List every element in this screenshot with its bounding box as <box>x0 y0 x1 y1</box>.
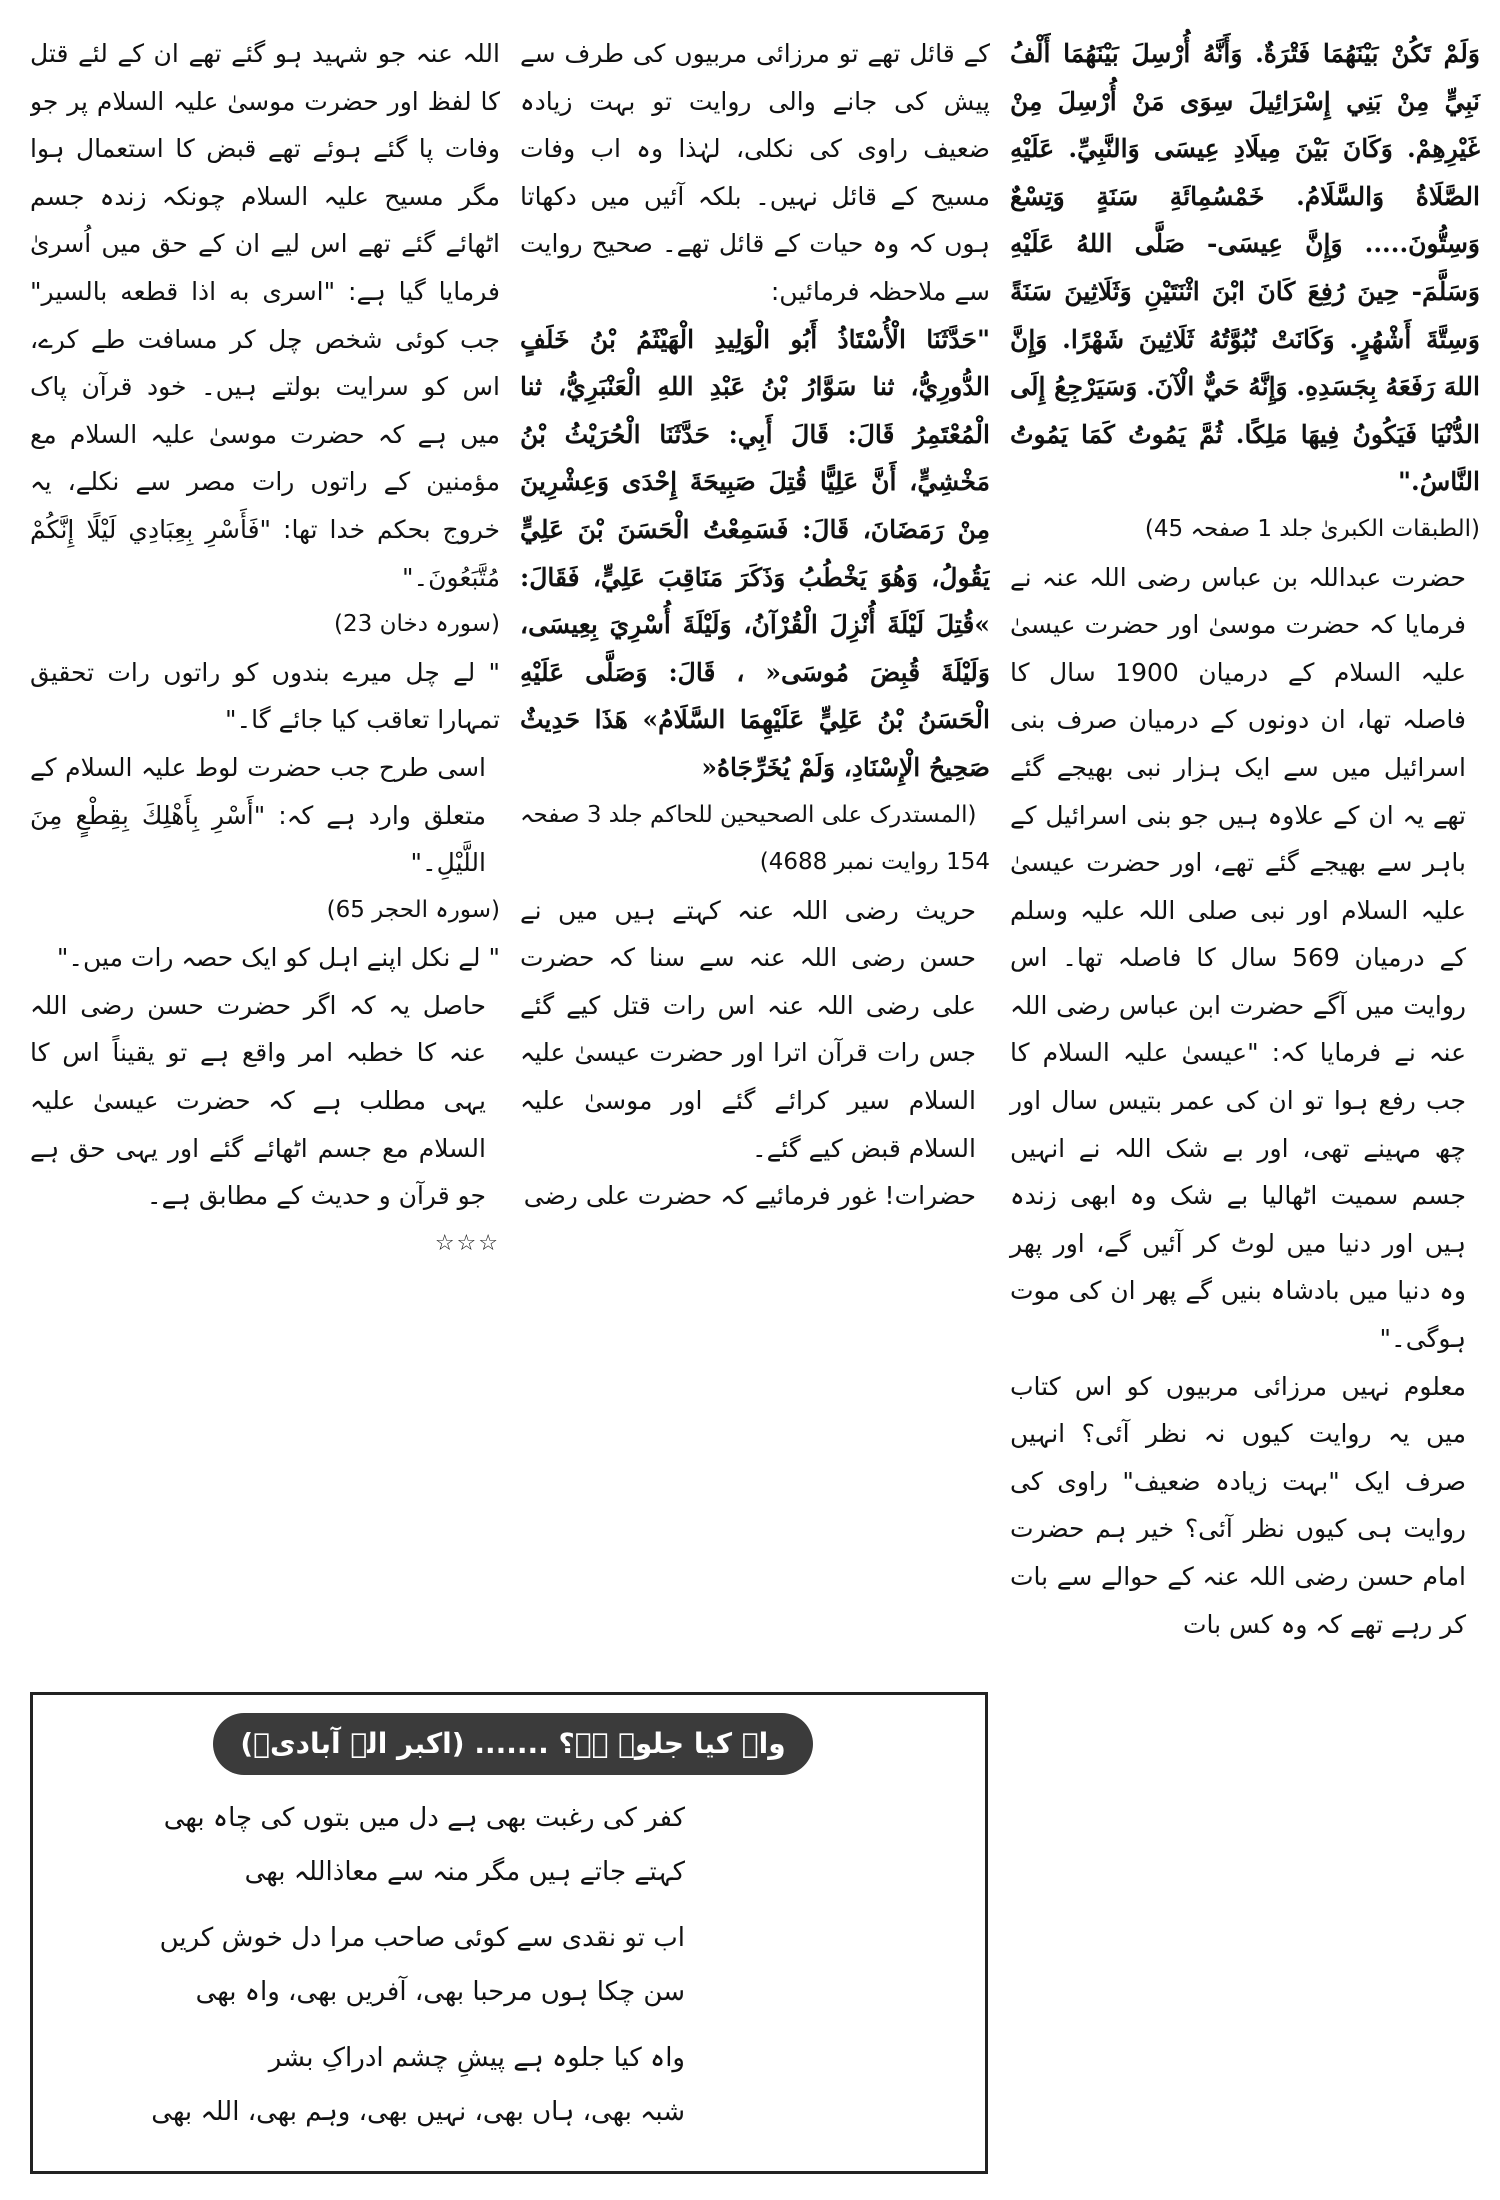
poem-title: واہ کیا جلوہ ہے؟ ....... (اکبر الہ آبادیؒ) <box>213 1713 813 1775</box>
arabic-quote-tabaqat: وَلَمْ تَكُنْ بَيْنَهُمَا فَتْرَةٌ. وَأَنَّهُ أُرْسِلَ بَيْنَهُمَا أَلْفُ نَبِيٍّ مِنْ بَنِي إِسْرَائِيلَ سِوَى مَنْ أُرْسِلَ مِنْ غَيْرِهِمْ. وَكَانَ بَيْنَ مِيلَادِ عِيسَى وَالنَّبِيِّ. عَلَيْهِ الصَّلَاةُ وَالسَّلَامُ. خَمْسُمِائَةِ سَنَةٍ وَتِسْعٌ وَسِتُّونَ..... وَإِنَّ عِيسَى- صَلَّى اللهُ عَلَيْهِ وَسَلَّمَ- حِينَ رُفِعَ كَانَ ابْنَ اثْنَتَيْنِ وَثَلَاثِينَ سَنَةً وَسِتَّةَ أَشْهُرٍ. وَكَانَتْ نُبُوَّتُهُ ثَلَاثِينَ شَهْرًا. وَإِنَّ اللهَ رَفَعَهُ بِجَسَدِهِ. وَإِنَّهُ حَيٌّ الْآنَ. وَسَيَرْجِعُ إِلَى الدُّنْيَا فَيَكُونُ فِيهَا مَلِكًا. ثُمَّ يَمُوتُ كَمَا يَمُوتُ النَّاسُ." <box>1010 39 1480 497</box>
paragraph-conclusion: حاصل یہ کہ اگر حضرت حسن رضی اللہ عنہ کا خطبہ امر واقع ہے تو یقیناً اس کا یہی مطلب ہے کہ حضرت عیسیٰ علیہ السلام مع جسم اٹھائے گئے اور یہی حق ہے جو قرآن و حدیث کے مطابق ہے۔ <box>30 990 486 1211</box>
reference-surah-dukhan: (سورہ دخان 23) <box>334 611 500 638</box>
paragraph-hazrat-ali: حضرات! غور فرمائیے کہ حضرت علی رضی <box>523 1181 976 1211</box>
poem-box <box>30 1692 988 2174</box>
article-column-right <box>1010 30 1480 1648</box>
paragraph-huraith-translation: حریث رضی اللہ عنہ کہتے ہیں میں نے حسن رضی اللہ عنہ سے سنا کہ حضرت علی رضی اللہ عنہ اس رات قتل کیے گئے جس رات قرآن اترا اور حضرت عیسیٰ علیہ السلام سیر کرائے گئے اور موسیٰ علیہ السلام قبض کیے گئے۔ <box>520 895 976 1163</box>
arabic-hadith-mustadrak: "حَدَّثَنَا الْأُسْتَاذُ أَبُو الْوَلِيدِ الْهَيْثَمُ بْنُ خَلَفٍ الدُّورِيُّ، ثنا سَوَّارُ بْنُ عَبْدِ اللهِ الْعَنْبَرِيُّ، ثنا الْمُعْتَمِرُ قَالَ: قَالَ أَبِي: حَدَّثَنَا الْحُرَيْثُ بْنُ مَخْشِيٍّ، أَنَّ عَلِيًّا قُتِلَ صَبِيحَةَ إِحْدَى وَعِشْرِينَ مِنْ رَمَضَانَ، قَالَ: فَسَمِعْتُ الْحَسَنَ بْنَ عَلِيٍّ يَقُولُ، وَهُوَ يَخْطُبُ وَذَكَرَ مَنَاقِبَ عَلِيٍّ، فَقَالَ: »قُتِلَ لَيْلَةَ أُنْزِلَ الْقُرْآنُ، وَلَيْلَةَ أُسْرِيَ بِعِيسَى، وَلَيْلَةَ قُبِضَ مُوسَى« ، قَالَ: وَصَلَّى عَلَيْهِ الْحَسَنُ بْنُ عَلِيٍّ عَلَيْهِمَا السَّلَامُ» هَذَا حَدِيثٌ صَحِيحُ الْإِسْنَادِ، وَلَمْ يُخَرِّجَاهُ« <box>520 324 990 782</box>
poem-line: سن چکا ہوں مرحبا بھی، آفریں بھی، واہ بھی <box>195 1977 685 2007</box>
paragraph-hasan-belief: کے قائل تھے تو مرزائی مربیوں کی طرف سے پیش کی جانے والی روایت تو بہت زیادہ ضعیف راوی کی نکلی، لہٰذا وہ اب وفات مسیح کے قائل نہیں۔ بلکہ آئیں میں دکھاتا ہوں کہ وہ حیات کے قائل تھے۔ صحیح روایت سے ملاحظہ فرمائیں: <box>520 39 990 306</box>
translation-dukhan: " لے چل میرے بندوں کو راتوں رات تحقیق تمہارا تعاقب کیا جائے گا۔" <box>30 657 500 735</box>
paragraph-ibn-abbas: حضرت عبداللہ بن عباس رضی اللہ عنہ نے فرمایا کہ حضرت موسیٰ اور حضرت عیسیٰ علیہ السلام کے درمیان 1900 سال کا فاصلہ تھا، ان دونوں کے درمیان صرف بنی اسرائیل میں سے ایک ہزار نبی بھیجے گئے تھے یہ ان کے علاوہ ہیں جو بنی اسرائیل کے باہر سے بھیجے گئے تھے، اور حضرت عیسیٰ علیہ السلام اور نبی صلی اللہ علیہ وسلم کے درمیان 569 سال کا فاصلہ تھا۔ اس روایت میں آگے حضرت ابن عباس رضی اللہ عنہ نے فرمایا کہ: "عیسیٰ علیہ السلام کا جب رفع ہوا تو ان کی عمر بتیس سال اور چھ مہینے تھی، اور بے شک اللہ نے انہیں جسم سمیت اٹھالیا بے شک وہ ابھی زندہ ہیں اور دنیا میں لوٹ کر آئیں گے، اور پھر وہ دنیا میں بادشاہ بنیں گے پھر ان کی موت ہوگی۔" <box>1010 562 1466 1354</box>
poem-line: اب تو نقدی سے کوئی صاحب مرا دل خوش کریں <box>159 1923 685 1953</box>
paragraph-mirzai-question: معلوم نہیں مرزائی مربیوں کو اس کتاب میں یہ روایت کیوں نہ نظر آئی؟ انہیں صرف ایک "بہت زیادہ ضعیف" راوی کی روایت ہی کیوں نظر آئی؟ خیر ہم حضرت امام حسن رضی اللہ عنہ کے حوالے سے بات کر رہے تھے کہ وہ کس بات <box>1010 1371 1466 1639</box>
paragraph-hazrat-lut: اسی طرح جب حضرت لوط علیہ السلام کے متعلق وارد ہے کہ: "أَسْرِ بِأَهْلِكَ بِقِطْعٍ مِنَ اللَّيْلِ۔" <box>30 752 486 878</box>
reference-tabaqat: (الطبقات الکبریٰ جلد 1 صفحہ 45) <box>1144 515 1480 542</box>
poem-line: شبہ بھی، ہاں بھی، نہیں بھی، وہم بھی، اللہ بھی <box>151 2097 685 2127</box>
paragraph-isra-explanation: اللہ عنہ جو شہید ہو گئے تھے ان کے لئے قتل کا لفظ اور حضرت موسیٰ علیہ السلام پر جو وفات پا گئے ہوئے تھے قبض کا استعمال ہوا مگر مسیح علیہ السلام چونکہ زندہ جسم اٹھائے گئے تھے اس لیے ان کے حق میں اُسریٰ فرمایا گیا ہے: "اسری به اذا قطعه بالسیر" جب کوئی شخص چل کر مسافت طے کرے، اس کو سرایت بولتے ہیں۔ خود قرآن پاک میں ہے کہ حضرت موسیٰ علیہ السلام مع مؤمنین کے راتوں رات مصر سے نکلے، یہ خروج بحکم خدا تھا: "فَأَسْرِ بِعِبَادِي لَيْلًا إِنَّكُمْ مُتَّبَعُونَ۔" <box>30 39 500 592</box>
reference-mustadrak: (المستدرک علی الصحیحین للحاکم جلد 3 صفحہ 154 روایت نمبر 4688) <box>520 801 990 876</box>
article-column-middle <box>520 30 990 1675</box>
article-column-left <box>30 30 500 1675</box>
poem-line: واہ کیا جلوہ ہے پیشِ چشم ادراکِ بشر <box>268 2043 685 2073</box>
poem-line: کہتے جاتے ہیں مگر منہ سے معاذاللہ بھی <box>244 1857 685 1887</box>
end-stars: ☆☆☆ <box>434 1230 500 1256</box>
translation-hijr: " لے نکل اپنے اہل کو ایک حصہ رات میں۔" <box>56 943 500 973</box>
poem-line: کفر کی رغبت بھی ہے دل میں بتوں کی چاہ بھی <box>163 1803 685 1833</box>
reference-surah-hijr: (سورہ الحجر 65) <box>326 896 500 923</box>
